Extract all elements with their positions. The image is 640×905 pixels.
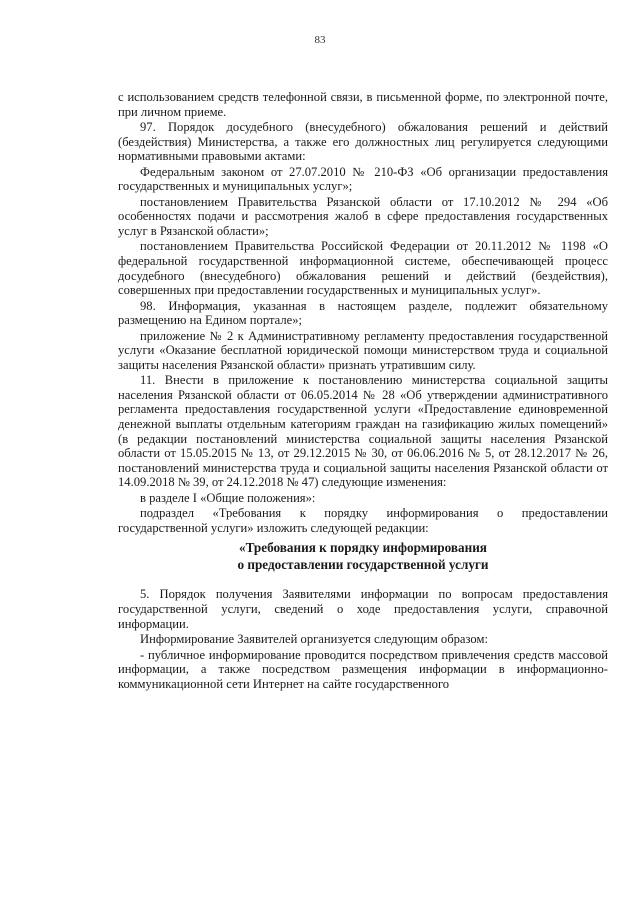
paragraph: 11. Внести в приложение к постановлению министерства социальной защиты населения Рязанской области от 06.05.2014 № 28 «Об утверждении административного регламента предоставления государственной услуги «Предоставление единовременной денежной выплаты отдельным категориям граждан на газификацию жилых помещений» (в редакции постановлений министерства социальной защиты населения Рязанской области от 15.05.2015 № 13, от 29.12.2015 № 30, от 06.06.2016 № 5, от 28.12.2017 № 26, постановлений министерства труда и социальной защиты населения Рязанской области от 14.09.2018 № 39, от 24.12.2018 № 47) следующие изменения: [118, 373, 608, 490]
paragraph: Информирование Заявителей организуется следующим образом: [140, 632, 488, 647]
paragraph: 98. Информация, указанная в настоящем разделе, подлежит обязательному размещению на Едином портале»; [118, 298, 608, 328]
paragraph: подраздел «Требования к порядку информирования о предоставлении государственной услуги» изложить следующей редакции: [118, 506, 608, 535]
paragraph: приложение № 2 к Административному регламенту предоставления государственной услуги «Оказание бесплатной юридической помощи министерством труда и социальной защиты населения Рязанской области» признать утратившим силу. [118, 328, 608, 372]
heading-line: о предоставлении государственной услуги [237, 557, 489, 573]
paragraph: постановлением Правительства Российской Федерации от 20.11.2012 № 1198 «О федеральной государственной информационной системе, обеспечивающей процесс досудебного (внесудебного) обжалования решений и действий (бездействия), совершенных при предоставлении государственных и муниципальных услуг». [118, 239, 608, 298]
paragraph: постановлением Правительства Рязанской области от 17.10.2012 № 294 «Об особенностях подачи и рассмотрения жалоб в сфере предоставления государственных услуг в Рязанской области»; [118, 194, 608, 238]
page-number: 83 [314, 34, 326, 46]
paragraph: Федеральным законом от 27.07.2010 № 210-ФЗ «Об организации предоставления государственных и муниципальных услуг»; [118, 164, 608, 194]
document-text [118, 90, 608, 692]
heading-line: «Требования к порядку информирования [239, 540, 487, 556]
paragraph: - публичное информирование проводится посредством привлечения средств массовой информации, а также посредством размещения информации в информационно-коммуникационной сети Интернет на сайте государственного [118, 647, 608, 691]
paragraph: в разделе I «Общие положения»: [140, 490, 316, 505]
paragraph: 5. Порядок получения Заявителями информации по вопросам предоставления государственной услуги, сведений о ходе предоставления услуги, справочной информации. [118, 587, 608, 631]
paragraph: 97. Порядок досудебного (внесудебного) обжалования решений и действий (бездействия) Министерства, а также его должностных лиц регулируется следующими нормативными правовыми актами: [118, 120, 608, 164]
paragraph: с использованием средств телефонной связи, в письменной форме, по электронной почте, при личном приеме. [118, 90, 608, 119]
section-heading [118, 539, 608, 573]
